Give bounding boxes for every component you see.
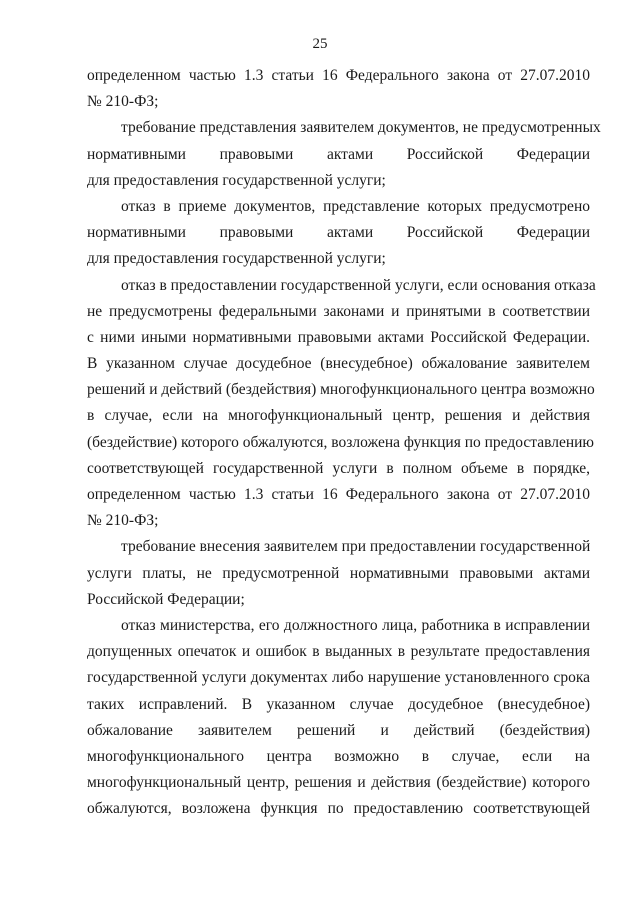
text-line: (бездействие) которого обжалуются, возложена функция по предоставлению	[87, 433, 594, 451]
text-line: для предоставления государственной услуги;	[87, 250, 386, 268]
text-line: в случае, если на многофункциональный центр, решения и действия	[87, 407, 590, 425]
text-line: отказ в предоставлении государственной услуги, если основания отказа	[121, 276, 596, 294]
text-line: определенном частью 1.3 статьи 16 Федерального закона от 27.07.2010	[87, 67, 590, 84]
text-line: требование представления заявителем документов, не предусмотренных	[121, 119, 601, 137]
text-line: с ними иными нормативными правовыми актами Российской Федерации.	[87, 328, 590, 346]
text-line: таких исправлений. В указанном случае досудебное (внесудебное)	[87, 695, 590, 713]
text-line: обжалование заявителем решений и действий (бездействия)	[87, 721, 590, 739]
text-line: отказ в приеме документов, представление которых предусмотрено	[121, 197, 590, 215]
text-line: услуги платы, не предусмотренной нормативными правовыми актами	[87, 564, 590, 582]
page-number: 25	[312, 36, 328, 52]
text-line: определенном частью 1.3 статьи 16 Федерального закона от 27.07.2010	[87, 486, 590, 503]
text-line: соответствующей государственной услуги в полном объеме в порядке,	[87, 459, 590, 477]
text-line: Российской Федерации;	[87, 590, 245, 608]
text-line: требование внесения заявителем при предоставлении государственной	[121, 538, 591, 556]
text-line: № 210-ФЗ;	[87, 512, 159, 530]
text-line: нормативными правовыми актами Российской Федерации	[87, 145, 590, 163]
text-line: № 210-ФЗ;	[87, 93, 159, 111]
text-line: допущенных опечаток и ошибок в выданных в результате предоставления	[87, 643, 590, 661]
text-line: нормативными правовыми актами Российской Федерации	[87, 224, 590, 242]
text-line: многофункционального центра возможно в случае, если на	[87, 747, 590, 765]
text-line: обжалуются, возложена функция по предоставлению соответствующей	[87, 800, 590, 818]
text-line: В указанном случае досудебное (внесудебное) обжалование заявителем	[87, 355, 590, 373]
text-line: решений и действий (бездействия) многофункционального центра возможно	[87, 381, 595, 399]
text-line: многофункциональный центр, решения и действия (бездействие) которого	[87, 774, 590, 792]
text-line: отказ министерства, его должностного лица, работника в исправлении	[121, 616, 590, 634]
text-line: не предусмотрены федеральными законами и принятыми в соответствии	[87, 302, 590, 320]
text-line: для предоставления государственной услуги;	[87, 171, 386, 189]
text-line: государственной услуги документах либо нарушение установленного срока	[87, 669, 590, 687]
body-text	[87, 63, 601, 822]
